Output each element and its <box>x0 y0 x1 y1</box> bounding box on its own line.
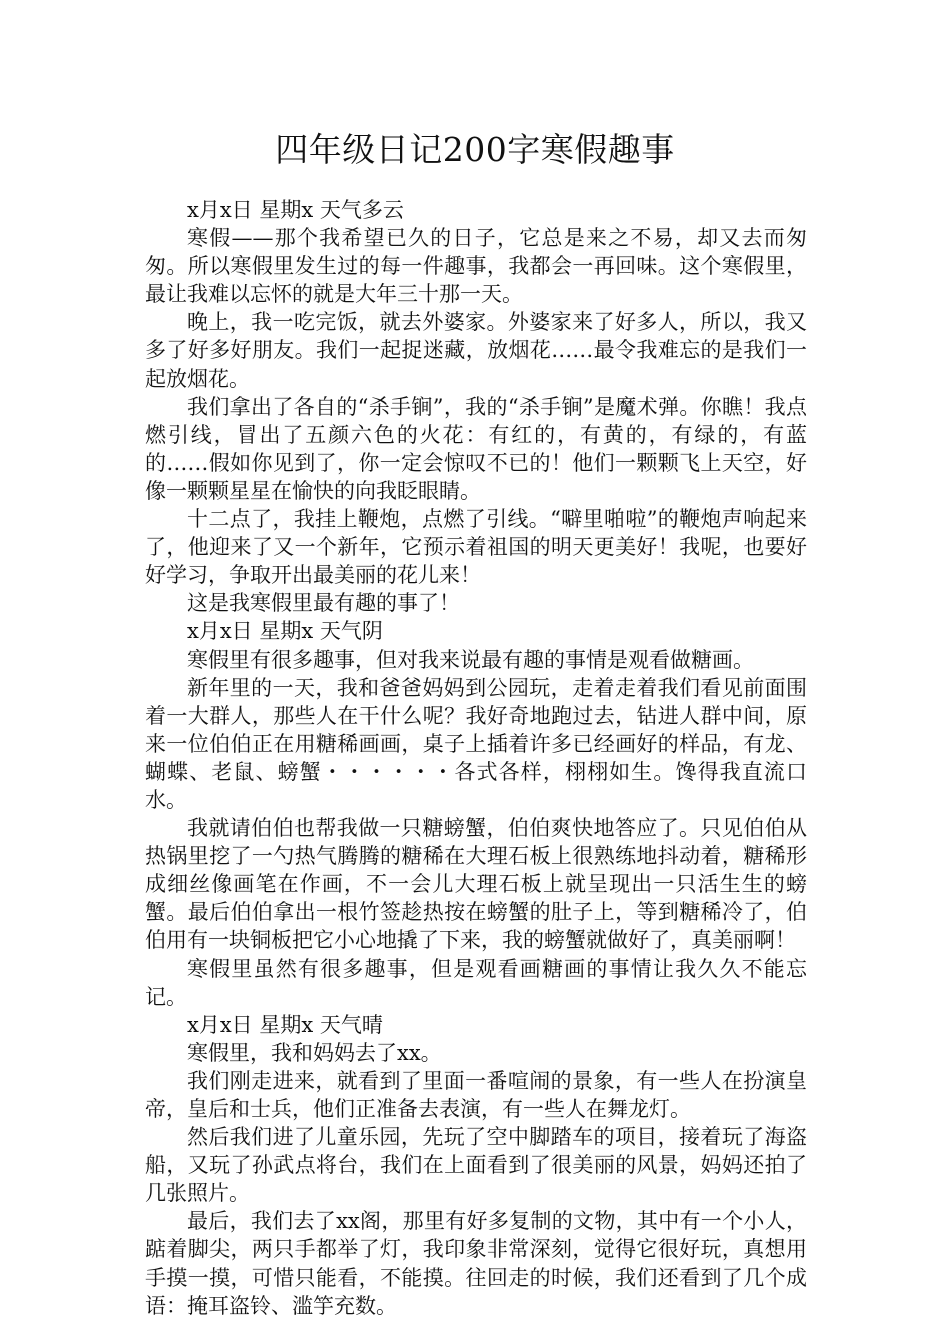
paragraph: 寒假里，我和妈妈去了xx。 <box>187 1040 442 1065</box>
paragraph: 十二点了，我挂上鞭炮，点燃了引线。“噼里啪啦”的鞭炮声响起来了，他迎来了又一个新年，它预示着祖国的明天更美好！我呢，也要好好学习，争取开出最美丽的花儿来！ <box>145 507 807 588</box>
paragraph: 最后，我们去了xx阁，那里有好多复制的文物，其中有一个小人，踮着脚尖，两只手都举了灯，我印象非常深刻，觉得它很好玩，真想用手摸一摸，可惜只能看，不能摸。往回走的时候，我们还看到了几个成语：掩耳盗铃、滥竽充数。 <box>145 1209 807 1318</box>
diary-date-line-1: x月x日 星期x 天气多云 <box>187 198 404 222</box>
paragraph: 然后我们进了儿童乐园，先玩了空中脚踏车的项目，接着玩了海盗船，又玩了孙武点将台，我们在上面看到了很美丽的风景，妈妈还拍了几张照片。 <box>145 1125 807 1206</box>
diary-date-line-2: x月x日 星期x 天气阴 <box>187 619 383 644</box>
document-title: 四年级日记200字寒假趣事 <box>275 130 675 169</box>
document-body <box>145 196 807 1320</box>
paragraph: 我们刚走进来，就看到了里面一番喧闹的景象，有一些人在扮演皇帝，皇后和士兵，他们正准备去表演，有一些人在舞龙灯。 <box>145 1068 807 1121</box>
paragraph: 我就请伯伯也帮我做一只糖螃蟹，伯伯爽快地答应了。只见伯伯从热锅里挖了一勺热气腾腾的糖稀在大理石板上很熟练地抖动着，糖稀形成细丝像画笔在作画，不一会儿大理石板上就呈现出一只活生生的螃蟹。最后伯伯拿出一根竹签趁热按在螃蟹的肚子上，等到糖稀冷了，伯伯用有一块铜板把它小心地撬了下来，我的螃蟹就做好了，真美丽啊！ <box>145 816 807 953</box>
paragraph: 寒假里有很多趣事，但对我来说最有趣的事情是观看做糖画。 <box>187 647 754 672</box>
paragraph: 这是我寒假里最有趣的事了！ <box>187 591 460 616</box>
paragraph: 寒假里虽然有很多趣事，但是观看画糖画的事情让我久久不能忘记。 <box>145 956 807 1009</box>
paragraph: 晚上，我一吃完饭，就去外婆家。外婆家来了好多人，所以，我又多了好多好朋友。我们一起捉迷藏，放烟花……最令我难忘的是我们一起放烟花。 <box>145 310 807 391</box>
paragraph: 新年里的一天，我和爸爸妈妈到公园玩，走着走着我们看见前面围着一大群人，那些人在干什么呢？我好奇地跑过去，钻进人群中间，原来一位伯伯正在用糖稀画画，桌子上插着许多已经画好的样品，有龙、蝴蝶、老鼠、螃蟹・・・・・・各式各样，栩栩如生。馋得我直流口水。 <box>145 675 807 812</box>
paragraph: 寒假——那个我希望已久的日子，它总是来之不易，却又去而匆匆。所以寒假里发生过的每一件趣事，我都会一再回味。这个寒假里，最让我难以忘怀的就是大年三十那一天。 <box>145 226 807 307</box>
paragraph: 我们拿出了各自的“杀手锏”，我的“杀手锏”是魔术弹。你瞧！我点燃引线，冒出了五颜六色的火花：有红的，有黄的，有绿的，有蓝的……假如你见到了，你一定会惊叹不已的！他们一颗颗飞上天空，好像一颗颗星星在愉快的向我眨眼睛。 <box>145 394 807 503</box>
diary-date-line-3: x月x日 星期x 天气晴 <box>187 1012 383 1037</box>
